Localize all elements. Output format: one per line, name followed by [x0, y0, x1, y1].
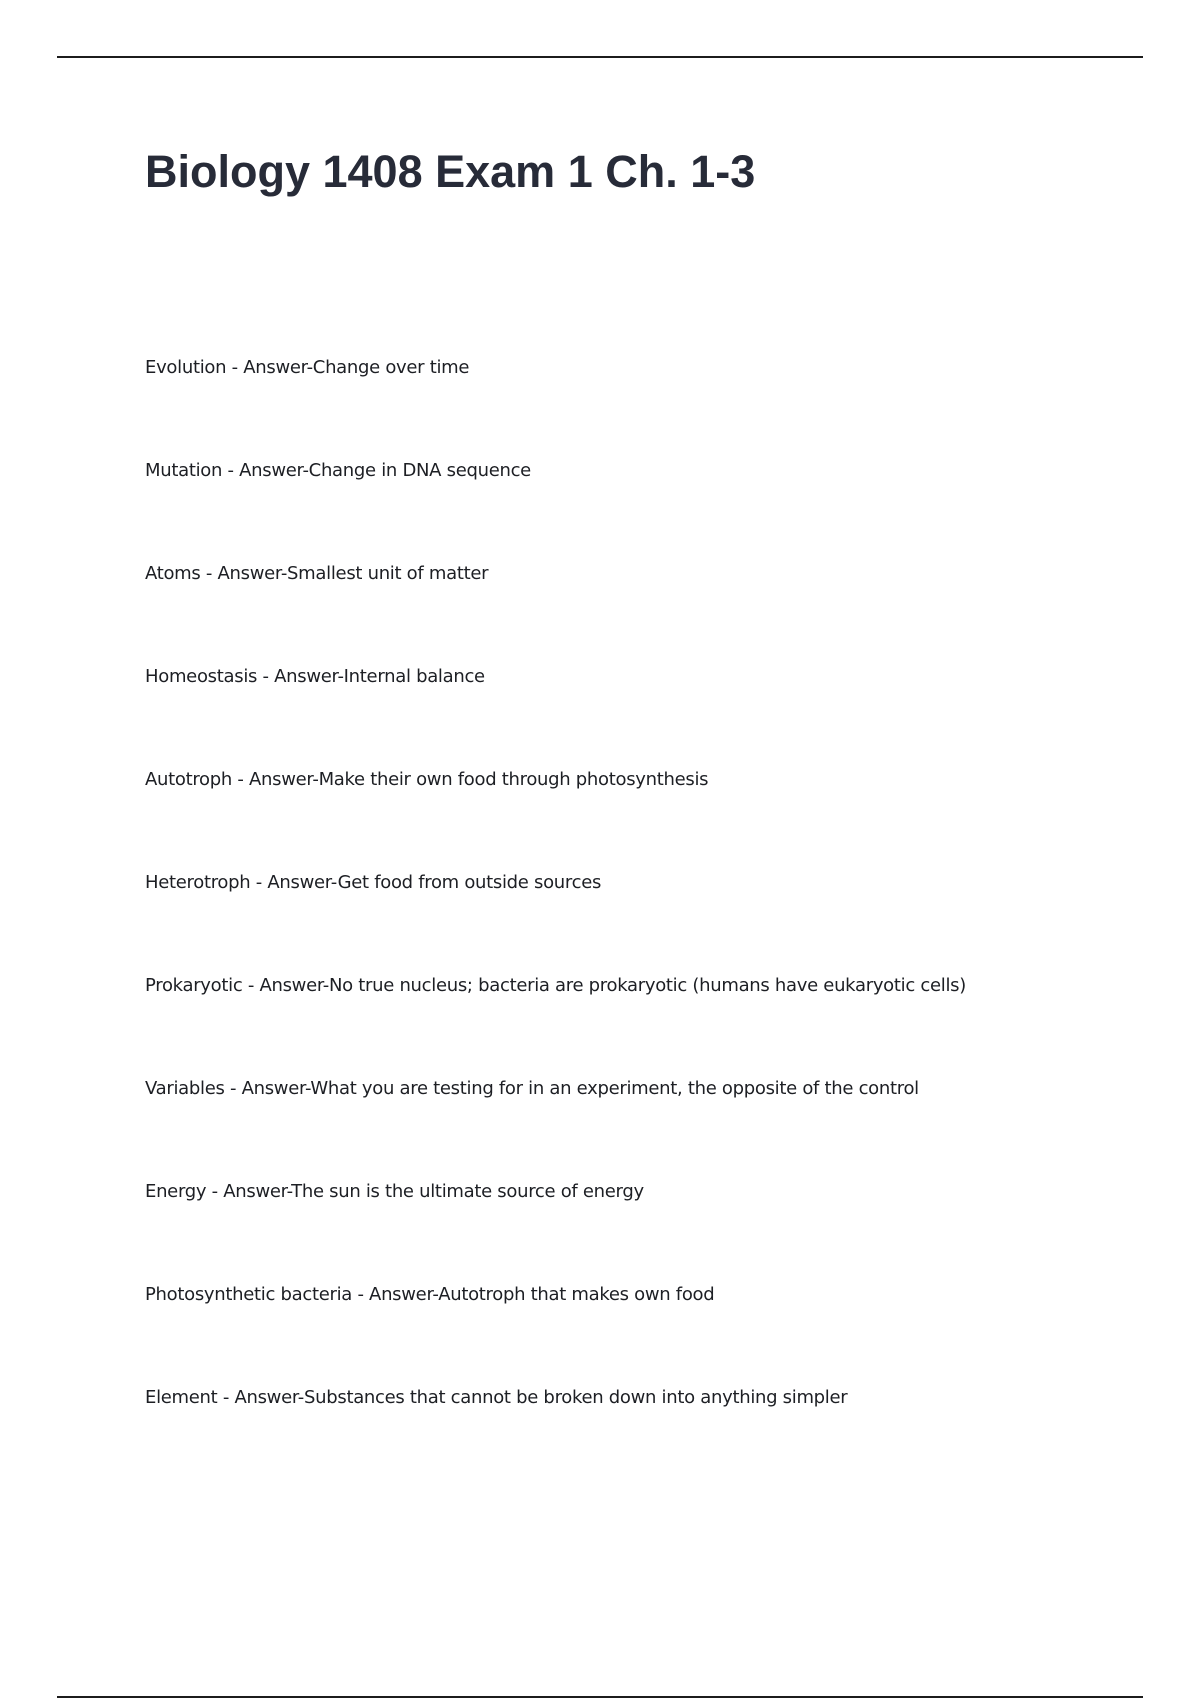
document-title: Biology 1408 Exam 1 Ch. 1-3 — [145, 146, 756, 197]
flashcard-entry: Heterotroph - Answer-Get food from outside sources — [145, 872, 602, 893]
flashcard-entry: Energy - Answer-The sun is the ultimate source of energy — [145, 1181, 644, 1202]
flashcard-entry: Homeostasis - Answer-Internal balance — [145, 666, 485, 687]
flashcard-entry: Mutation - Answer-Change in DNA sequence — [145, 460, 531, 481]
flashcard-entry: Evolution - Answer-Change over time — [145, 357, 470, 378]
header-rule — [57, 56, 1143, 58]
flashcard-entry: Atoms - Answer-Smallest unit of matter — [145, 563, 489, 584]
flashcard-entry: Autotroph - Answer-Make their own food through photosynthesis — [145, 769, 709, 790]
flashcard-entry: Prokaryotic - Answer-No true nucleus; bacteria are prokaryotic (humans have eukaryotic cells) — [145, 975, 966, 996]
flashcard-entry: Element - Answer-Substances that cannot be broken down into anything simpler — [145, 1387, 848, 1408]
flashcard-list — [145, 354, 966, 1487]
footer-rule — [57, 1696, 1143, 1698]
flashcard-entry: Variables - Answer-What you are testing for in an experiment, the opposite of the control — [145, 1078, 919, 1099]
flashcard-entry: Photosynthetic bacteria - Answer-Autotroph that makes own food — [145, 1284, 715, 1305]
